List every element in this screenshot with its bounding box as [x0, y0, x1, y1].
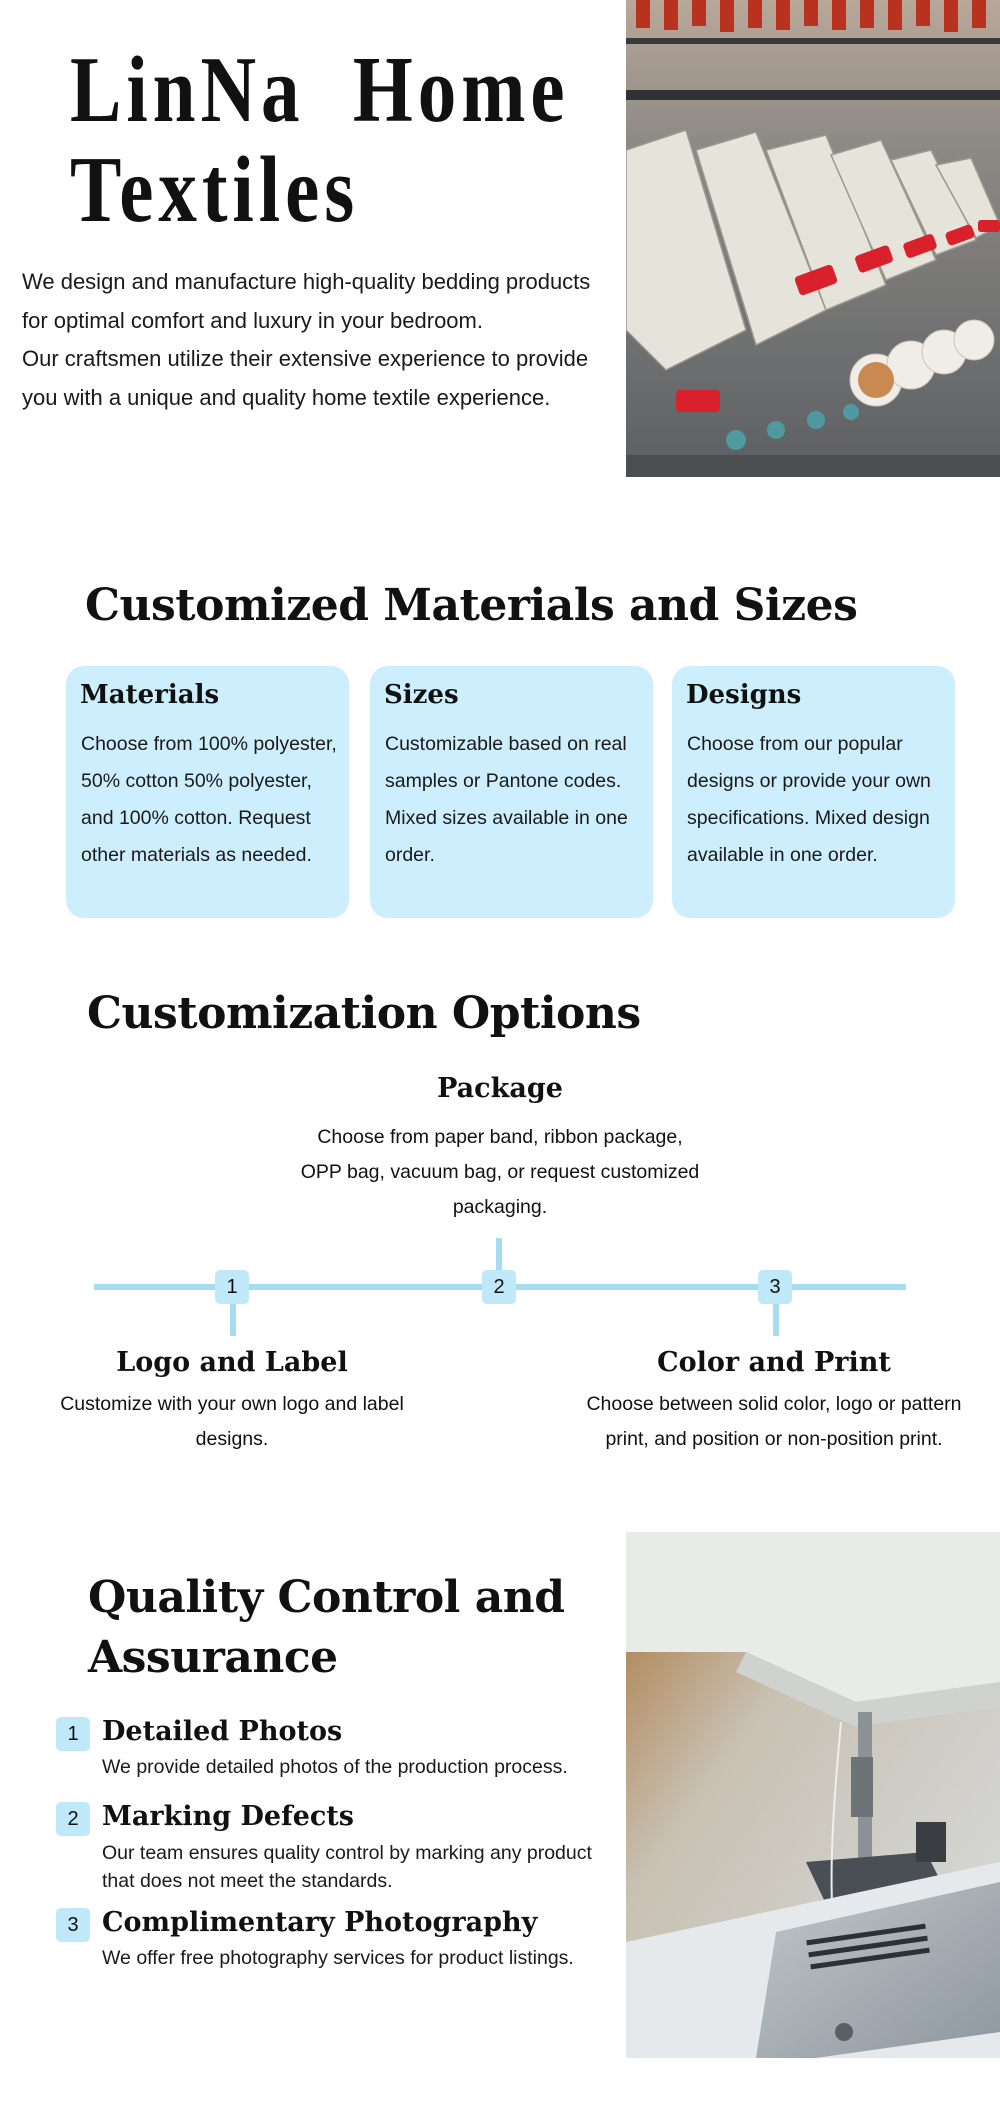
timeline-connector [773, 1300, 779, 1336]
logo-label-title: Logo and Label [116, 1347, 348, 1378]
hero-title-line2: Textiles [70, 138, 360, 242]
hero-title [70, 38, 570, 242]
qc-number-badge: 1 [56, 1717, 90, 1751]
qc-title-line1: Quality Control and [88, 1572, 565, 1623]
qc-item-text: We provide detailed photos of the production process. [102, 1756, 568, 1778]
card-text: Choose from our popular designs or provide your own specifications. Mixed design available in one order. [687, 733, 931, 866]
hero-desc-line: We design and manufacture high-quality bedding products [22, 269, 591, 294]
timeline-connector [230, 1300, 236, 1336]
materials-section-title: Customized Materials and Sizes [85, 580, 858, 631]
logo-label-text: Customize with your own logo and label designs. [60, 1393, 404, 1450]
color-print-text: Choose between solid color, logo or pattern print, and position or non-position print. [586, 1393, 962, 1450]
card-title: Sizes [384, 680, 459, 710]
qc-number-badge: 2 [56, 1802, 90, 1836]
card-text: Customizable based on real samples or Pantone codes. Mixed sizes available in one order. [385, 733, 628, 866]
qc-item-text: Our team ensures quality control by marking any product that does not meet the standards. [102, 1842, 592, 1892]
card-title: Designs [686, 680, 802, 710]
materials-card [66, 666, 349, 918]
options-section-title: Customization Options [87, 988, 641, 1039]
hero-desc-line: you with a unique and quality home textile experience. [22, 384, 551, 410]
hero-desc-line: Our craftsmen utilize their extensive experience to provide [22, 346, 589, 371]
timeline-connector [496, 1238, 502, 1274]
package-text: Choose from paper band, ribbon package, OPP bag, vacuum bag, or request customized packaging. [300, 1126, 700, 1218]
qc-item-title: Complimentary Photography [102, 1907, 538, 1938]
timeline-step-3: 3 [758, 1270, 792, 1304]
hero-description [22, 263, 612, 417]
qc-item-title: Detailed Photos [102, 1716, 343, 1747]
textile-factory-photo [626, 0, 1000, 477]
timeline-step-2: 2 [482, 1270, 516, 1304]
qc-section-title [88, 1568, 564, 1688]
qc-item-text: We offer free photography services for product listings. [102, 1947, 574, 1969]
designs-card [672, 666, 955, 918]
qc-number-badge: 3 [56, 1908, 90, 1942]
sewing-machine-photo [626, 1532, 1000, 2058]
hero-desc-line: for optimal comfort and luxury in your bedroom. [22, 307, 483, 333]
card-text: Choose from 100% polyester, 50% cotton 50% polyester, and 100% cotton. Request other materials as needed. [81, 733, 337, 866]
sizes-card [370, 666, 653, 918]
card-title: Materials [80, 680, 220, 710]
hero-title-line1: LinNa Home [70, 38, 570, 142]
package-title: Package [437, 1073, 563, 1104]
qc-title-line2: Assurance [88, 1632, 338, 1683]
qc-item-title: Marking Defects [102, 1801, 354, 1832]
timeline-step-1: 1 [215, 1270, 249, 1304]
color-print-title: Color and Print [657, 1347, 891, 1378]
